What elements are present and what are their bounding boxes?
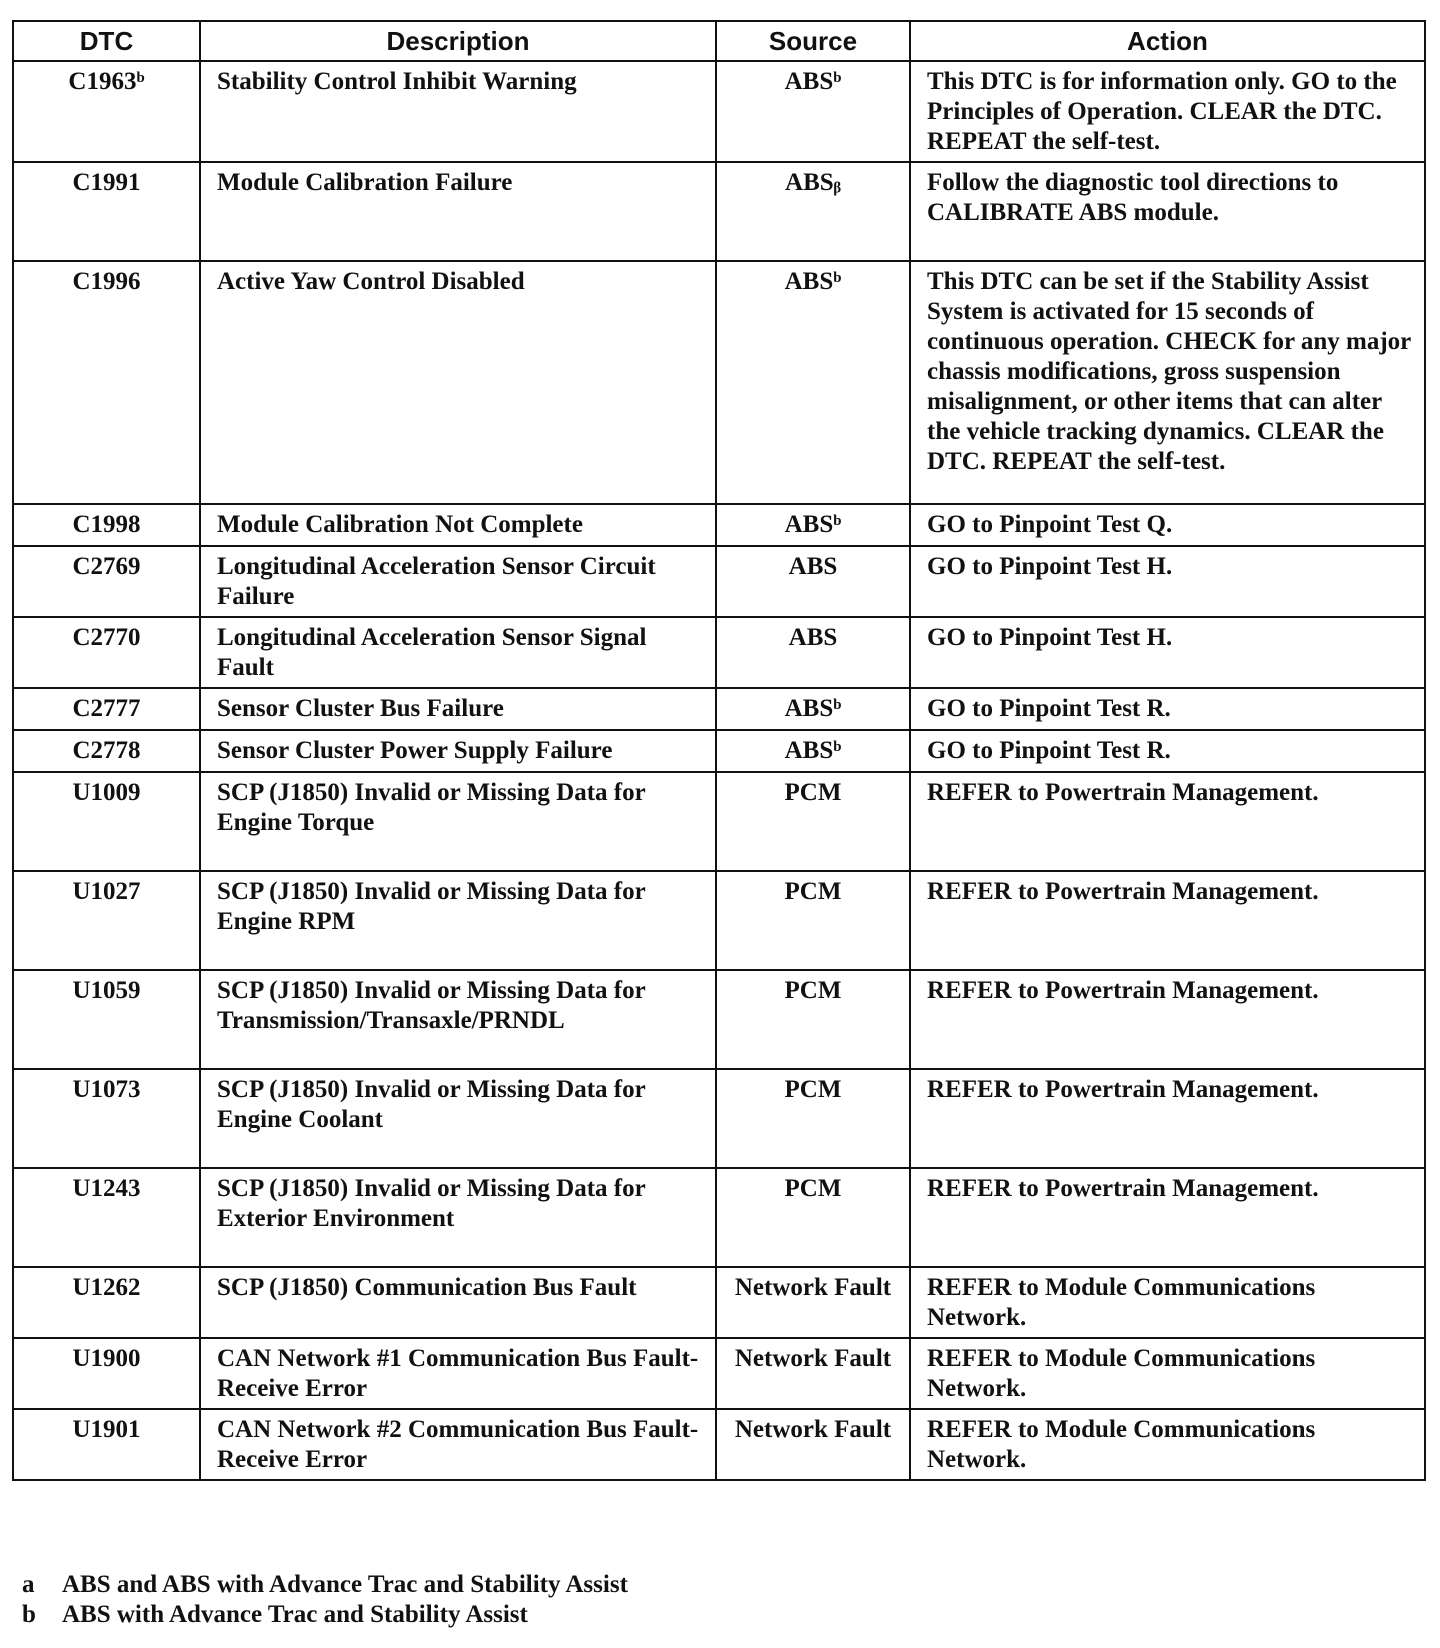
cell-description: Longitudinal Acceleration Sensor Signal Fault (200, 617, 716, 688)
cell-dtc: U1262 (13, 1267, 200, 1338)
table-row (13, 772, 1425, 871)
cell-dtc: U1243 (13, 1168, 200, 1267)
footnote-text: ABS with Advance Trac and Stability Assist (62, 1601, 528, 1628)
dtc-table (12, 20, 1426, 1481)
cell-description: Longitudinal Acceleration Sensor Circuit Failure (200, 546, 716, 617)
cell-description: SCP (J1850) Invalid or Missing Data for Engine Coolant (200, 1069, 716, 1168)
cell-description: SCP (J1850) Invalid or Missing Data for Engine Torque (200, 772, 716, 871)
table-row (13, 162, 1425, 261)
cell-source: PCM (716, 871, 910, 970)
cell-dtc: C2769 (13, 546, 200, 617)
table-row (13, 261, 1425, 504)
cell-source: ABSᵇ (716, 688, 910, 730)
cell-action: REFER to Module Communications Network. (910, 1409, 1425, 1480)
cell-dtc: U1009 (13, 772, 200, 871)
table-row (13, 1069, 1425, 1168)
cell-source: PCM (716, 970, 910, 1069)
cell-action: REFER to Powertrain Management. (910, 1168, 1425, 1267)
cell-description: CAN Network #2 Communication Bus Fault-Receive Error (200, 1409, 716, 1480)
cell-description: Stability Control Inhibit Warning (200, 61, 716, 162)
cell-description: Module Calibration Failure (200, 162, 716, 261)
cell-source: PCM (716, 1069, 910, 1168)
cell-action: GO to Pinpoint Test R. (910, 730, 1425, 772)
cell-action: This DTC is for information only. GO to the Principles of Operation. CLEAR the DTC. REPEAT the self-test. (910, 61, 1425, 162)
cell-action: GO to Pinpoint Test Q. (910, 504, 1425, 546)
cell-source: PCM (716, 1168, 910, 1267)
cell-action: REFER to Module Communications Network. (910, 1267, 1425, 1338)
cell-source: Network Fault (716, 1267, 910, 1338)
footnote-a (22, 1570, 628, 1600)
cell-description: SCP (J1850) Invalid or Missing Data for Transmission/Transaxle/PRNDL (200, 970, 716, 1069)
header-description: Description (200, 21, 716, 61)
cell-description: SCP (J1850) Communication Bus Fault (200, 1267, 716, 1338)
cell-dtc: C1996 (13, 261, 200, 504)
footnote-letter: a (22, 1571, 35, 1598)
header-dtc: DTC (13, 21, 200, 61)
table-row (13, 970, 1425, 1069)
dtc-table-container (12, 20, 1424, 1481)
cell-source: Network Fault (716, 1409, 910, 1480)
table-row (13, 688, 1425, 730)
table-row (13, 546, 1425, 617)
cell-source: ABSᵦ (716, 162, 910, 261)
cell-dtc: U1073 (13, 1069, 200, 1168)
cell-action: This DTC can be set if the Stability Assist System is activated for 15 seconds of continuous operation. CHECK for any major chassis modifications, gross suspension misalignment, or other items that can alter the vehicle tracking dynamics. CLEAR the DTC. REPEAT the self-test. (910, 261, 1425, 504)
table-row (13, 871, 1425, 970)
cell-source: ABSᵇ (716, 61, 910, 162)
cell-dtc: U1059 (13, 970, 200, 1069)
table-row (13, 1409, 1425, 1480)
cell-action: GO to Pinpoint Test H. (910, 617, 1425, 688)
footnote-letter: b (22, 1601, 36, 1628)
cell-description: SCP (J1850) Invalid or Missing Data for Exterior Environment (200, 1168, 716, 1267)
cell-dtc: C2777 (13, 688, 200, 730)
cell-action: GO to Pinpoint Test R. (910, 688, 1425, 730)
footnote-b (22, 1600, 628, 1630)
cell-dtc: C2770 (13, 617, 200, 688)
table-row (13, 61, 1425, 162)
cell-action: REFER to Powertrain Management. (910, 772, 1425, 871)
cell-dtc: U1027 (13, 871, 200, 970)
cell-action: REFER to Powertrain Management. (910, 871, 1425, 970)
table-row (13, 1338, 1425, 1409)
cell-source: ABS (716, 546, 910, 617)
cell-action: Follow the diagnostic tool directions to CALIBRATE ABS module. (910, 162, 1425, 261)
cell-dtc: C2778 (13, 730, 200, 772)
cell-dtc: C1991 (13, 162, 200, 261)
cell-source: ABSᵇ (716, 261, 910, 504)
table-header-row (13, 21, 1425, 61)
cell-description: Active Yaw Control Disabled (200, 261, 716, 504)
cell-description: CAN Network #1 Communication Bus Fault-Receive Error (200, 1338, 716, 1409)
table-row (13, 504, 1425, 546)
cell-source: ABSᵇ (716, 730, 910, 772)
cell-action: REFER to Powertrain Management. (910, 1069, 1425, 1168)
table-row (13, 730, 1425, 772)
cell-source: Network Fault (716, 1338, 910, 1409)
cell-dtc: U1901 (13, 1409, 200, 1480)
header-action: Action (910, 21, 1425, 61)
cell-dtc: C1998 (13, 504, 200, 546)
cell-description: SCP (J1850) Invalid or Missing Data for Engine RPM (200, 871, 716, 970)
cell-source: ABS (716, 617, 910, 688)
footnotes (22, 1570, 628, 1630)
cell-description: Sensor Cluster Bus Failure (200, 688, 716, 730)
cell-action: GO to Pinpoint Test H. (910, 546, 1425, 617)
table-row (13, 617, 1425, 688)
header-source: Source (716, 21, 910, 61)
table-row (13, 1168, 1425, 1267)
cell-dtc: C1963ᵇ (13, 61, 200, 162)
footnote-text: ABS and ABS with Advance Trac and Stability Assist (62, 1571, 628, 1598)
cell-action: REFER to Module Communications Network. (910, 1338, 1425, 1409)
cell-source: ABSᵇ (716, 504, 910, 546)
table-body (13, 61, 1425, 1480)
cell-dtc: U1900 (13, 1338, 200, 1409)
cell-source: PCM (716, 772, 910, 871)
cell-description: Sensor Cluster Power Supply Failure (200, 730, 716, 772)
cell-description: Module Calibration Not Complete (200, 504, 716, 546)
cell-action: REFER to Powertrain Management. (910, 970, 1425, 1069)
table-row (13, 1267, 1425, 1338)
